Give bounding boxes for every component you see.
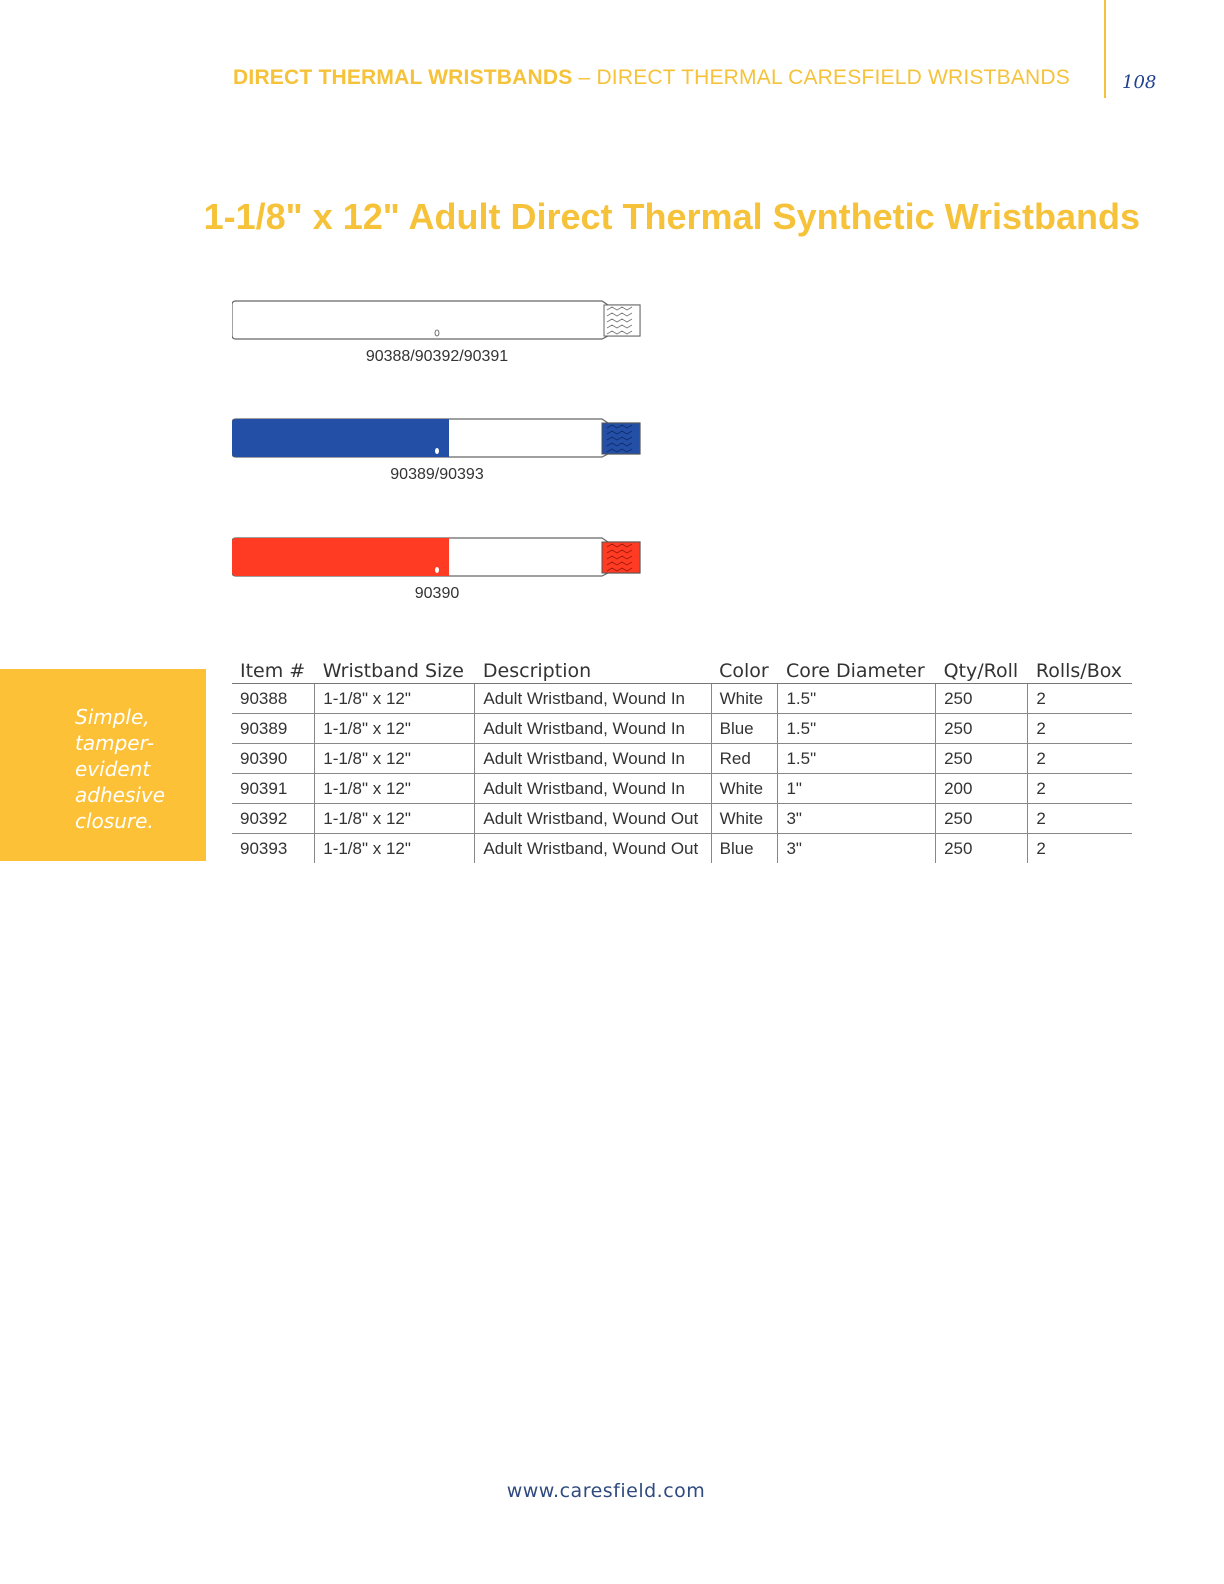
cell-item: 90393 — [240, 838, 288, 858]
cell-item: 90388 — [232, 684, 315, 714]
cell-description: Adult Wristband, Wound Out — [475, 834, 711, 864]
cell-core-diameter: 3" — [778, 804, 936, 834]
column-header-color: Color — [711, 656, 778, 684]
cell-rolls-box: 2 — [1028, 714, 1132, 744]
wristband-label-red: 90390 — [414, 585, 460, 602]
wristband-blue-graphic — [232, 418, 642, 458]
feature-callout-text: Simple, tamper-evident adhesive closure. — [75, 705, 166, 833]
cell-core-diameter: 3" — [778, 834, 936, 864]
table-row — [232, 744, 1132, 774]
cell-color: White — [711, 804, 778, 834]
cell-rolls-box: 2 — [1028, 744, 1132, 774]
cell-description: Adult Wristband, Wound In — [475, 744, 711, 774]
column-header-item: Item # — [232, 656, 315, 684]
product-spec-table — [232, 656, 1132, 863]
cell-item: 90390 — [232, 744, 315, 774]
table-header-row — [232, 656, 1132, 684]
column-header-rolls-box: Rolls/Box — [1028, 656, 1132, 684]
wristband-label-blue: 90389/90393 — [390, 466, 484, 483]
cell-qty-roll: 250 — [936, 834, 1028, 864]
cell-rolls-box: 2 — [1028, 834, 1132, 864]
wristband-red-graphic — [232, 537, 642, 577]
column-header-size: Wristband Size — [315, 656, 475, 684]
table-row — [232, 714, 1132, 744]
cell-size: 1-1/8" x 12" — [315, 804, 475, 834]
cell-description: Adult Wristband, Wound Out — [475, 804, 711, 834]
cell-item: 90392 — [232, 804, 315, 834]
column-header-qty-roll: Qty/Roll — [936, 656, 1028, 684]
cell-item: 90389 — [232, 714, 315, 744]
wristband-label-white: 90388/90392/90391 — [365, 348, 509, 365]
cell-core-diameter: 1" — [778, 774, 936, 804]
cell-qty-roll: 200 — [936, 774, 1028, 804]
cell-rolls-box: 2 — [1028, 684, 1132, 714]
wristband-image-blue — [232, 418, 642, 458]
cell-core-diameter: 1.5" — [778, 714, 936, 744]
cell-qty-roll: 250 — [936, 804, 1028, 834]
cell-color: White — [711, 774, 778, 804]
cell-color: Red — [711, 744, 778, 774]
table-row — [232, 684, 1132, 714]
table-row — [232, 804, 1132, 834]
wristband-image-red — [232, 537, 642, 577]
cell-description: Adult Wristband, Wound In — [475, 774, 711, 804]
page-title: 1-1/8" x 12" Adult Direct Thermal Synthetic Wristbands — [203, 196, 1140, 237]
header-section: DIRECT THERMAL WRISTBANDS — [233, 66, 573, 89]
footer-website-link[interactable]: www.caresfield.com — [506, 1480, 706, 1502]
table-row — [232, 834, 1132, 864]
cell-core-diameter: 1.5" — [778, 684, 936, 714]
wristband-white-graphic — [232, 300, 642, 340]
cell-color: Blue — [711, 714, 778, 744]
cell-qty-roll: 250 — [936, 744, 1028, 774]
column-header-core-diameter: Core Diameter — [778, 656, 936, 684]
cell-color: Blue — [711, 834, 778, 864]
cell-core-diameter: 1.5" — [778, 744, 936, 774]
header-divider — [1104, 0, 1106, 98]
cell-qty-roll: 250 — [936, 714, 1028, 744]
cell-size: 1-1/8" x 12" — [315, 774, 475, 804]
column-header-description: Description — [475, 656, 711, 684]
cell-size: 1-1/8" x 12" — [315, 714, 475, 744]
cell-description: Adult Wristband, Wound In — [475, 714, 711, 744]
cell-size: 1-1/8" x 12" — [315, 684, 475, 714]
cell-rolls-box: 2 — [1028, 774, 1132, 804]
table-row — [232, 774, 1132, 804]
running-header — [100, 66, 1070, 90]
cell-size: 1-1/8" x 12" — [315, 744, 475, 774]
page-number: 108 — [1122, 72, 1157, 93]
header-separator: – — [572, 66, 597, 89]
cell-size: 1-1/8" x 12" — [315, 834, 475, 864]
cell-description: Adult Wristband, Wound In — [475, 684, 711, 714]
cell-rolls-box: 2 — [1028, 804, 1132, 834]
wristband-image-white — [232, 300, 642, 340]
header-subsection: DIRECT THERMAL CARESFIELD WRISTBANDS — [596, 66, 1070, 89]
cell-color: White — [711, 684, 778, 714]
cell-qty-roll: 250 — [936, 684, 1028, 714]
cell-item: 90391 — [232, 774, 315, 804]
